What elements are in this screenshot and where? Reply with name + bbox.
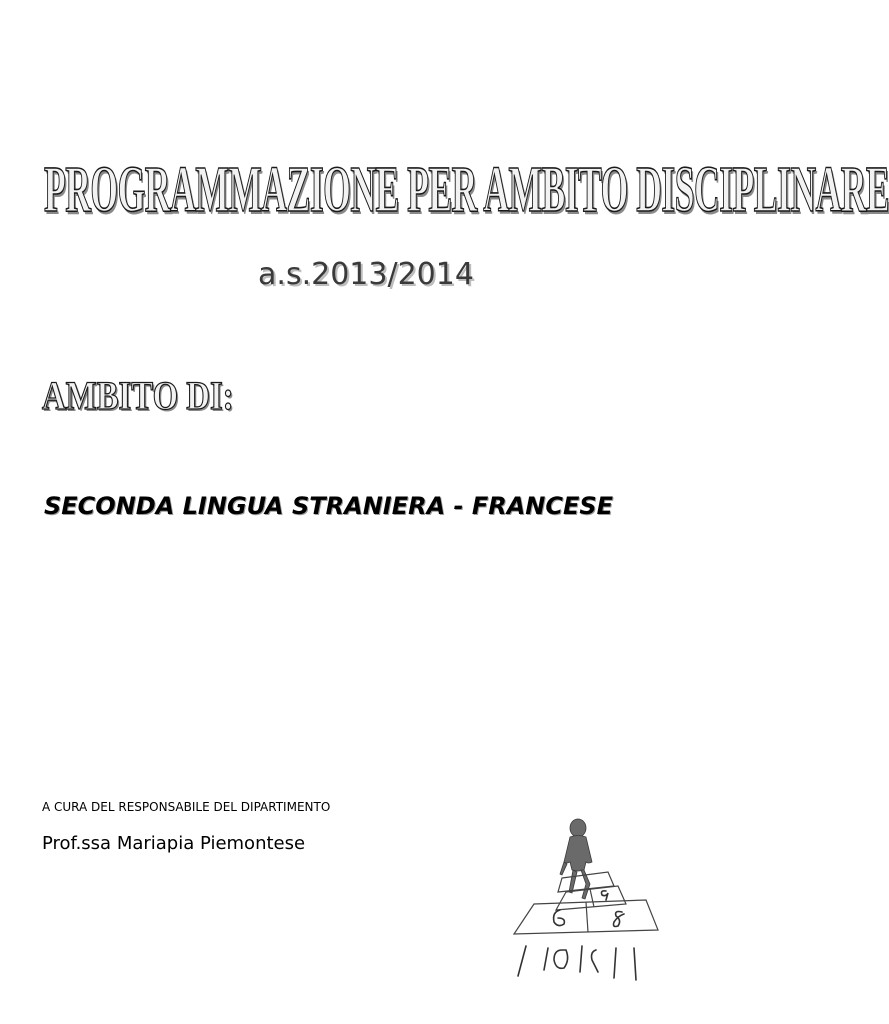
curated-by-label: A CURA DEL RESPONSABILE DEL DIPARTIMENTO (42, 800, 331, 814)
document-title: PROGRAMMAZIONE PER AMBITO DISCIPLINARE (44, 153, 889, 226)
hopscotch-girl-icon (496, 800, 672, 988)
ambito-heading: AMBITO DI: (42, 373, 234, 418)
subject-title: SECONDA LINGUA STRANIERA - FRANCESE (44, 492, 614, 520)
school-year: a.s.2013/2014 (258, 257, 474, 292)
author-name: Prof.ssa Mariapia Piemontese (42, 833, 306, 854)
